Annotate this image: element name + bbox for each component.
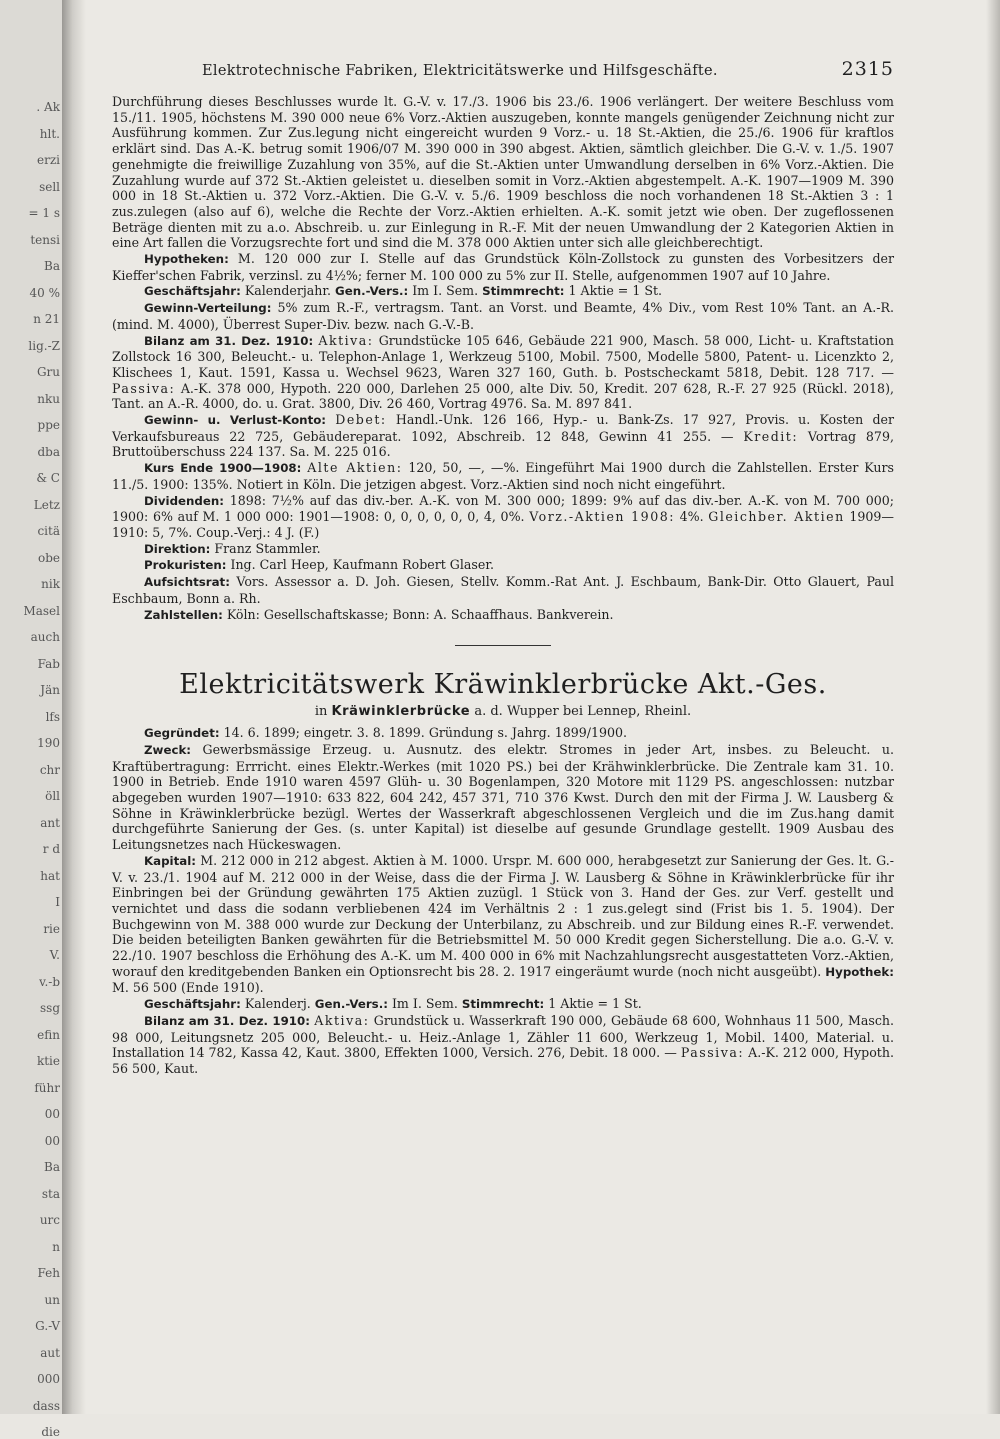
margin-fragment: V. <box>49 948 60 962</box>
margin-fragment: urc <box>39 1213 60 1227</box>
text-aktiva: Grundstücke 105 646, Gebäude 221 900, Masch. 58 000, Licht- u. Kraftstation Zollstock 16 300, Beleucht.- u. Telephon-Anlage 1, Werkzeug 5100, Mobil. 7500, Modelle 5800, Patent- u. Licenzkto 2, Klischees 1, Kaut. 1591, Kassa u. Wechsel 9623, Waren 327 160, Guth. b. Postscheckamt 5818, Debit. 128 717. — <box>112 332 894 380</box>
label-kredit: Kredit: <box>743 428 799 444</box>
margin-fragment: Ba <box>44 259 60 273</box>
margin-fragment: dba <box>37 444 60 459</box>
label-zahlstellen: Zahlstellen: <box>144 607 223 622</box>
margin-fragment: I <box>55 895 60 909</box>
margin-fragment: aut <box>40 1345 60 1360</box>
section-previous-company <box>112 94 894 623</box>
paragraph-capital-history: Durchführung dieses Beschlusses wurde lt. G.-V. v. 17./3. 1906 bis 23./6. 1906 verlängert. Der weitere Beschluss vom 15./11. 1905, höchstens M. 390 000 neue 6% Vorz.-Aktien auszugeben, konnte mangels genügender Zeichnung nicht zur Ausführung kommen. Zur Zus.legung nicht eingereicht wurden 9 Vorz.- u. 18 St.-Aktien, die 25./6. 1906 für kraftlos erklärt sind. Das A.-K. betrug somit 1906/07 M. 390 000 in 390 abgest. Aktien, sämtlich gleichber. Die G.-V. v. 1./5. 1907 genehmigte die freiwillige Zuzahlung von 35%, auf die St.-Aktien unter Umwandlung derselben in 6% Vorz.-Aktien. Die Zuzahlung wurde auf 372 St.-Aktien geleistet u. dieselben somit in Vorz.-Aktien abgestempelt. A.-K. 1907—1909 M. 390 000 in 18 St.-Aktien u. 372 Vorz.-Aktien. Die G.-V. v. 5./6. 1909 beschloss die noch vorhandenen 18 St.-Aktien 3 : 1 zus.zulegen (also auf 6), welche die Rechte der Vorz.-Aktien erhielten. A.-K. somit jetzt wie oben. Der zugeflossenen Beträge dienten mit zu a.o. Abschreib. u. zur Einlegung in R.-F. Mit der neuen Umwandlung der 2 Kategorien Aktien in eine Art fallen die Vorzugsrechte fort und sind die M. 378 000 Aktien unter sich alle gleichberechtigt. <box>112 94 894 251</box>
margin-fragment: 00 <box>44 1133 60 1148</box>
margin-fragment: erzi <box>37 153 60 167</box>
margin-fragment: die <box>41 1425 60 1439</box>
text-debet: Handl.-Unk. 126 166, Hyp.- u. Bank-Zs. 17 927, Provis. u. Kosten der Verkaufsbureaus 22 725, Gebäudereparat. 1092, Abschreib. 12 848, Gewinn 41 255. — <box>112 412 894 444</box>
margin-fragment: 40 % <box>29 285 60 300</box>
margin-fragment: sell <box>39 179 60 194</box>
margin-fragment: Fab <box>37 656 60 671</box>
label-gewinn-verteilung: Gewinn-Verteilung: <box>144 301 272 316</box>
margin-fragment: n 21 <box>33 312 60 326</box>
text-direktion: Franz Stammler. <box>214 540 321 556</box>
location-suffix: a. d. Wupper bei Lennep, Rheinl. <box>474 704 692 720</box>
section-kraewinklerbruecke <box>112 670 894 1076</box>
margin-fragment: ppe <box>37 418 60 432</box>
location-name: Kräwinklerbrücke <box>331 704 471 720</box>
margin-fragment: 00 <box>44 1107 60 1121</box>
label-gegruendet: Gegründet: <box>144 726 220 741</box>
entry-bilanz-2 <box>112 1013 894 1077</box>
text-geschaeftsjahr-2: Kalenderj. <box>244 996 311 1012</box>
text-dividenden-b: 4%. <box>679 509 704 525</box>
company-location <box>112 704 894 719</box>
label-stimmrecht: Stimmrecht: <box>482 284 565 299</box>
margin-fragment: chr <box>39 762 60 777</box>
text-kurs: 120, 50, —, —%. Eingeführt Mai 1900 durch die Zahlstellen. Erster Kurs 11./5. 1900: 135%. Notiert in Köln. Die jetzigen abgest. Vorz.-Aktien sind noch nicht eingeführt. <box>112 460 894 492</box>
running-head-title: Elektrotechnische Fabriken, Elektricitätswerke und Hilfsgeschäfte. <box>202 63 718 79</box>
margin-fragment: . Ak <box>36 100 60 114</box>
text-aufsichtsrat: Vors. Assessor a. D. Joh. Giesen, Stellv. Komm.-Rat Ant. J. Eschbaum, Bank-Dir. Otto Glauert, Paul Eschbaum, Bonn a. Rh. <box>112 574 894 606</box>
entry-direktion <box>112 541 894 558</box>
label-hypotheken: Hypotheken: <box>144 252 229 267</box>
margin-fragment: rie <box>43 921 60 936</box>
text-passiva-2: A.-K. 212 000, Hypoth. 56 500, Kaut. <box>112 1045 894 1076</box>
entry-aufsichtsrat <box>112 574 894 606</box>
label-geschaeftsjahr-2: Geschäftsjahr: <box>144 997 241 1012</box>
margin-fragment: Letz <box>33 497 60 512</box>
entry-bilanz <box>112 333 894 413</box>
margin-fragment: n <box>52 1239 60 1254</box>
margin-fragment: obe <box>37 550 60 565</box>
label-bilanz: Bilanz am 31. Dez. 1910: <box>144 333 314 348</box>
margin-fragment: 000 <box>37 1372 60 1386</box>
margin-fragment: efin <box>37 1027 60 1042</box>
entry-kurs <box>112 460 894 492</box>
adjacent-page-margin <box>0 0 62 1439</box>
book-gutter-shadow <box>62 0 86 1414</box>
margin-fragment: ktie <box>36 1054 60 1068</box>
entry-hypotheken <box>112 251 894 283</box>
entry-zahlstellen <box>112 607 894 624</box>
label-vorz-aktien: Vorz.-Aktien 1908: <box>529 509 675 525</box>
label-passiva: Passiva: <box>112 380 176 396</box>
margin-fragment: führ <box>34 1080 60 1095</box>
section-divider <box>455 645 551 646</box>
margin-fragment: lfs <box>45 709 60 724</box>
label-dividenden: Dividenden: <box>144 493 224 508</box>
label-genvers-2: Gen.-Vers.: <box>314 997 388 1012</box>
text-dividenden-a: 1898: 7½% auf das div.-ber. A.-K. von M. 300 000; 1899: 9% auf das div.-ber. A.-K. von M. 700 000; 1900: 6% auf M. 1 000 000: 1901—1908: 0, 0, 0, 0, 0, 0, 4, 0%. <box>112 492 894 525</box>
text-genvers-2: Im I. Sem. <box>391 996 458 1012</box>
text-passiva: A.-K. 378 000, Hypoth. 220 000, Darlehen 25 000, alte Div. 50, Kredit. 207 628, R.-F. 27 925 (Rückl. 2018), Tant. an A.-R. 4000, do. u. Grat. 3800, Div. 26 460, Vortrag 4976. Sa. M. 897 841. <box>112 380 894 412</box>
text-genvers: Im I. Sem. <box>412 283 479 299</box>
margin-fragment: Gru <box>36 365 60 379</box>
text-zahlstellen: Köln: Gesellschaftskasse; Bonn: A. Schaaffhaus. Bankverein. <box>226 606 614 622</box>
text-hypothek: M. 56 500 (Ende 1910). <box>112 980 264 996</box>
text-dividenden-c: 1909—1910: 5, 7%. Coup.-Verj.: 4 J. (F.) <box>112 509 894 540</box>
margin-fragment: Feh <box>37 1266 60 1280</box>
text-kredit: Vortrag 879, Bruttoüberschuss 224 137. Sa. M. 225 016. <box>112 428 894 460</box>
text-gewinn-verteilung: 5% zum R.-F., vertragsm. Tant. an Vorst. und Beamte, 4% Div., vom Rest 10% Tant. an A.-R. (mind. M. 4000), Überrest Super-Div. bezw. nach G.-V.-B. <box>112 300 894 332</box>
text-kapital: M. 212 000 in 212 abgest. Aktien à M. 1000. Urspr. M. 600 000, herabgesetzt zur Sanierung der Ges. lt. G.-V. v. 23./1. 1904 auf M. 212 000 in der Weise, dass die der Firma J. W. Lausberg & Söhne in Kräwinklerbrücke für ihr Einbringen bei der Gründung gewährten 175 Aktien zuzügl. 1 Stück von 3. Hand der Ges. zur Verf. gestellt und vernichtet und dass die sodann verbliebenen 424 im Verhältnis 2 : 1 zus.gelegt sind (Frist bis 1. 5. 1904). Der Buchgewinn von M. 388 000 wurde zur Deckung der Unterbilanz, zu Abschreib. und zur Bildung eines R.-F. verwendet. Die beiden beteiligten Banken gewährten für die Betriebsmittel M. 50 000 Kredit gegen Sicherstellung. Die a.o. G.-V. v. 22./10. 1907 beschloss die Erhöhung des A.-K. um M. 400 000 in 6% mit Nachzahlungsrecht ausgestatteten Vorz.-Aktien, worauf den kreditgebenden Banken ein Optionsrecht bis 28. 2. 1917 eingeräumt wurde (noch nicht ausgeübt). <box>112 852 894 979</box>
margin-fragment: lig.-Z <box>28 338 60 353</box>
margin-fragment: 190 <box>37 736 60 750</box>
page-content <box>112 58 894 1077</box>
location-prefix: in <box>314 704 328 720</box>
text-prokuristen: Ing. Carl Heep, Kaufmann Robert Glaser. <box>230 557 494 573</box>
label-aktiva-2: Aktiva: <box>314 1012 370 1028</box>
entry-zweck <box>112 742 894 853</box>
margin-fragment: hat <box>40 868 60 883</box>
margin-fragment: nku <box>37 391 60 406</box>
margin-fragment: sta <box>41 1186 60 1201</box>
margin-fragment: v.-b <box>39 974 60 989</box>
margin-fragment: un <box>44 1292 60 1307</box>
margin-fragment: nik <box>41 577 60 591</box>
label-prokuristen: Prokuristen: <box>144 558 227 573</box>
running-head <box>202 58 894 94</box>
margin-fragment: citä <box>37 524 60 538</box>
entry-dividenden <box>112 493 894 541</box>
margin-fragment: dass <box>32 1398 60 1413</box>
label-stimmrecht-2: Stimmrecht: <box>461 997 545 1012</box>
entry-prokuristen <box>112 557 894 574</box>
margin-fragment: Ba <box>44 1160 60 1174</box>
margin-fragment: tensi <box>30 232 60 247</box>
entry-gewinn-verlust <box>112 412 894 460</box>
entry-geschaeftsjahr-2 <box>112 996 894 1013</box>
margin-fragment: ant <box>40 815 60 830</box>
company-title: Elektricitätswerk Kräwinklerbrücke Akt.-Ges. <box>179 669 827 701</box>
text-zweck: Gewerbsmässige Erzeug. u. Ausnutz. des elektr. Stromes in jeder Art, insbes. zu Beleucht. u. Kraftübertragung: Errricht. eines Elektr.-Werkes (mit 1020 PS.) bei der Krähwinklerbrücke. Die Zentrale kam 31. 10. 1900 in Betrieb. Ende 1910 waren 4597 Glüh- u. 30 Bogenlampen, 320 Motore mit 1129 PS. angeschlossen: nutzbar abgegeben wurden 1907—1910: 633 822, 604 242, 457 371, 710 376 Kwst. Durch den mit der Firma J. W. Lausberg & Söhne in Kräwinklerbrücke bezügl. Wertes der Wasserkraft abgeschlossenen Vergleich und die im Zus.hang damit durchgeführte Sanierung der Ges. (s. unter Kapital) ist dieselbe auf gesunde Grundlage gestellt. 1909 Ausbau des Leitungsnetzes nach Hückeswagen. <box>112 741 894 853</box>
entry-gegruendet <box>112 725 894 742</box>
margin-fragment: & C <box>36 471 60 485</box>
label-gewinn-verlust: Gewinn- u. Verlust-Konto: <box>144 413 327 428</box>
margin-fragment: Masel <box>23 603 60 618</box>
entry-geschaeftsjahr <box>112 283 894 300</box>
text-geschaeftsjahr: Kalenderjahr. <box>244 283 332 299</box>
label-kapital: Kapital: <box>144 853 196 868</box>
entry-gewinn-verteilung <box>112 300 894 332</box>
label-aktiva: Aktiva: <box>318 332 374 348</box>
label-genvers: Gen.-Vers.: <box>335 284 409 299</box>
margin-fragment: auch <box>30 630 60 644</box>
margin-fragment: hlt. <box>39 126 60 141</box>
margin-fragment: ssg <box>40 1001 60 1015</box>
text-stimmrecht: 1 Aktie = 1 St. <box>568 283 663 299</box>
margin-fragment: öll <box>45 789 60 803</box>
label-debet: Debet: <box>335 412 387 428</box>
page-edge-shadow <box>986 0 1000 1414</box>
text-gegruendet: 14. 6. 1899; eingetr. 3. 8. 1899. Gründung s. Jahrg. 1899/1900. <box>223 725 628 741</box>
text-aktiva-2: Grundstück u. Wasserkraft 190 000, Gebäude 68 600, Wohnhaus 11 500, Masch. 98 000, Leitungsnetz 205 000, Beleucht.- u. Heiz.-Anlage 1, Zähler 11 600, Werkzeug 1, Mobil. 1400, Material. u. Installation 14 782, Kassa 42, Kaut. 3800, Effekten 1000, Versich. 276, Debit. 18 000. — <box>112 1012 894 1061</box>
label-alte-aktien: Alte Aktien: <box>307 460 403 476</box>
margin-fragment: = 1 s <box>28 206 60 220</box>
text-hypotheken: M. 120 000 zur I. Stelle auf das Grundstück Köln-Zollstock zu gunsten des Vorbesitzers der Kieffer'schen Fabrik, verzinsl. zu 4½%; ferner M. 100 000 zu 5% zur II. Stelle, aufgenommen 1907 auf 10 Jahre. <box>112 251 894 283</box>
label-zweck: Zweck: <box>144 742 192 757</box>
label-aufsichtsrat: Aufsichtsrat: <box>144 575 230 590</box>
label-bilanz-2: Bilanz am 31. Dez. 1910: <box>144 1013 310 1028</box>
margin-fragment: G.-V <box>35 1319 60 1333</box>
label-geschaeftsjahr: Geschäftsjahr: <box>144 284 241 299</box>
text-stimmrecht-2: 1 Aktie = 1 St. <box>548 996 642 1012</box>
label-passiva-2: Passiva: <box>680 1045 745 1061</box>
label-kurs: Kurs Ende 1900—1908: <box>144 461 302 476</box>
entry-kapital <box>112 853 894 996</box>
label-gleichber-aktien: Gleichber. Aktien <box>708 509 845 525</box>
label-hypothek: Hypothek: <box>825 964 894 979</box>
margin-fragment: Jän <box>40 683 60 697</box>
label-direktion: Direktion: <box>144 541 211 556</box>
margin-fragment: r d <box>42 842 60 856</box>
page-number: 2315 <box>841 58 894 80</box>
